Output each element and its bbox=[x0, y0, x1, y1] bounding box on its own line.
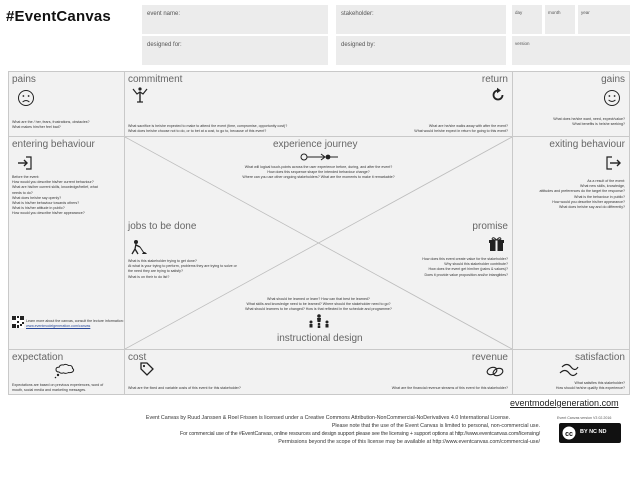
jobs-to-be-done-title: jobs to be done bbox=[128, 221, 197, 232]
expectation-title: expectation bbox=[12, 352, 64, 363]
cost-questions: What are the fixed and variable costs of this event for this stakeholder? bbox=[128, 386, 241, 390]
promise-title: promise bbox=[472, 221, 508, 232]
designed-by-label: designed by: bbox=[341, 42, 376, 48]
revenue-title: revenue bbox=[471, 352, 508, 363]
return-questions: What are he/she walks away with after the event? What would he/she expect in return for going to this event? bbox=[414, 124, 508, 134]
entering-behaviour-block[interactable] bbox=[9, 137, 124, 349]
gains-title: gains bbox=[601, 74, 625, 85]
enter-door-icon bbox=[17, 155, 33, 171]
stakeholder-label: stakeholder: bbox=[341, 11, 374, 17]
return-arrow-icon bbox=[490, 87, 506, 103]
version-label: version bbox=[515, 41, 530, 46]
pains-questions: What are the / her, fears, frustrations, obstacles? What makes him/her feel bad? bbox=[12, 120, 90, 130]
thought-cloud-icon bbox=[53, 363, 77, 379]
experience-journey-title: experience journey bbox=[273, 139, 358, 150]
exit-door-icon bbox=[605, 155, 621, 171]
promise-questions: How does this event create value for the stakeholder? Why should this stakeholder contribute? How does the event get him/her (pains & values)? Does it provide value proposition and/or intangibles? bbox=[422, 257, 508, 277]
gains-block[interactable] bbox=[513, 72, 629, 136]
version-note: Event Canvas version V3 02.2016 bbox=[557, 416, 612, 420]
exiting-behaviour-block[interactable] bbox=[513, 137, 629, 349]
pains-title: pains bbox=[12, 74, 36, 85]
cost-title: cost bbox=[128, 352, 147, 363]
reward-ribbon-icon bbox=[559, 363, 579, 377]
jobs-questions: What is this stakeholder trying to get done? At what is your trying to perform, problems they are trying to solve or the need they are trying to satisfy? What is on their to do list? bbox=[128, 259, 237, 279]
qr-note: Learn more about the canvas, consult the lecture information: www.eventmodelgeneration.com/canvas bbox=[26, 319, 124, 329]
cc-license-badge[interactable] bbox=[559, 423, 621, 443]
commitment-block[interactable] bbox=[125, 72, 512, 136]
sad-face-icon bbox=[17, 89, 35, 107]
site-link[interactable]: eventmodelgeneration.com bbox=[510, 398, 619, 408]
entering-behaviour-questions: Before the event: How would you describe his/her current behaviour? What are his/her current skills, knowledge/belief, what needs to do? What does he/she say openly? What is his/her behaviour towards others? What is his/her attitude in public? How would you describe his/her appearance? bbox=[12, 175, 98, 216]
revenue-questions: What are the financial revenue streams of this event for this stakeholder? bbox=[391, 386, 508, 390]
exiting-behaviour-title: exiting behaviour bbox=[549, 139, 625, 150]
entering-behaviour-title: entering behaviour bbox=[12, 139, 95, 150]
instructional-design-title: instructional design bbox=[277, 333, 363, 344]
creative-commons-icon bbox=[561, 425, 577, 441]
month-label: month bbox=[548, 10, 561, 15]
expectation-block[interactable] bbox=[9, 350, 124, 394]
journey-flow-icon bbox=[300, 151, 340, 163]
event-name-field[interactable] bbox=[142, 5, 328, 34]
license-credit-line-1: Event Canvas by Ruud Janssen & Roel Frissen is licensed under a Creative Commons Attribution-NonCommercial-NoDerivatives 4.0 International License. bbox=[145, 415, 511, 421]
satisfaction-questions: What satisfies this stakeholder? How should he/she qualify this experience? bbox=[555, 381, 625, 391]
happy-face-icon bbox=[603, 89, 621, 107]
exiting-behaviour-questions: As a result of the event: What new skills, knowledge, attitudes and preferences do the target the response? What is the behaviour in public? How would you describe his/her appearance? What does he/she say and do differently? bbox=[539, 179, 625, 210]
event-name-label: event name: bbox=[147, 11, 181, 17]
svg-text:cc: cc bbox=[565, 430, 573, 438]
year-label: year bbox=[581, 10, 590, 15]
cc-badge-text: BY NC ND bbox=[580, 429, 607, 435]
commitment-questions: What sacrifice is he/she expected to make to attend the event (time, compromise, opportunity cost)? What does he/she choose not to do, or to bet at a cost, to go to, because of this event? bbox=[128, 124, 288, 134]
satisfaction-block[interactable] bbox=[513, 350, 629, 394]
license-credit-line-2: Please note that the use of the Event Canvas is limited to personal, non-commercial use. bbox=[331, 423, 540, 429]
journey-questions: What will logical touch-points across the user experience before, during, and after the event? How does this sequence shape the intended behaviour change? Where can you use other ongoing stakeholders? What are the moments to make it remarkable? bbox=[242, 165, 395, 180]
designed-for-field[interactable] bbox=[142, 36, 328, 65]
classroom-icon bbox=[307, 314, 331, 328]
stakeholder-field[interactable] bbox=[336, 5, 506, 34]
coins-icon bbox=[486, 365, 504, 377]
worker-digging-icon bbox=[130, 239, 148, 255]
journey-block[interactable] bbox=[125, 137, 512, 349]
designed-by-field[interactable] bbox=[336, 36, 506, 65]
pains-block[interactable] bbox=[9, 72, 124, 136]
designed-for-label: designed for: bbox=[147, 42, 182, 48]
day-label: day bbox=[515, 10, 523, 15]
license-credit-line-3[interactable]: For commercial use of the #EventCanvas, online resources and design support please see the licensing + support options at http://www.eventcanvas.com/licensing/ bbox=[180, 431, 540, 437]
canvas-title: #EventCanvas bbox=[6, 8, 111, 25]
return-title: return bbox=[481, 74, 508, 85]
satisfaction-title: satisfaction bbox=[574, 352, 625, 363]
event-canvas-grid bbox=[8, 71, 630, 395]
commitment-hands-icon bbox=[131, 86, 149, 104]
gift-icon bbox=[489, 237, 504, 252]
commitment-title: commitment bbox=[128, 74, 183, 85]
cost-revenue-block[interactable] bbox=[125, 350, 512, 394]
license-credit-line-4[interactable]: Permissions beyond the scope of this license may be available at http://www.eventcanvas.com/commercial-use/ bbox=[278, 439, 540, 445]
qr-code[interactable] bbox=[12, 316, 24, 328]
instructional-design-questions: What should be learned or learn? How can that best be learned? What skills and knowledge need to be learned? Where should the stakeholder need to go? What should learners to be changed? How is that reflected in the schedule and programme? bbox=[245, 297, 392, 312]
gains-questions: What does he/she want, need, expect/value? What benefits is he/she seeking? bbox=[553, 117, 625, 127]
price-tag-icon bbox=[140, 362, 154, 376]
expectation-questions: Expectations are based on previous experiences, word of mouth, social media and marketing messages. bbox=[12, 383, 104, 393]
